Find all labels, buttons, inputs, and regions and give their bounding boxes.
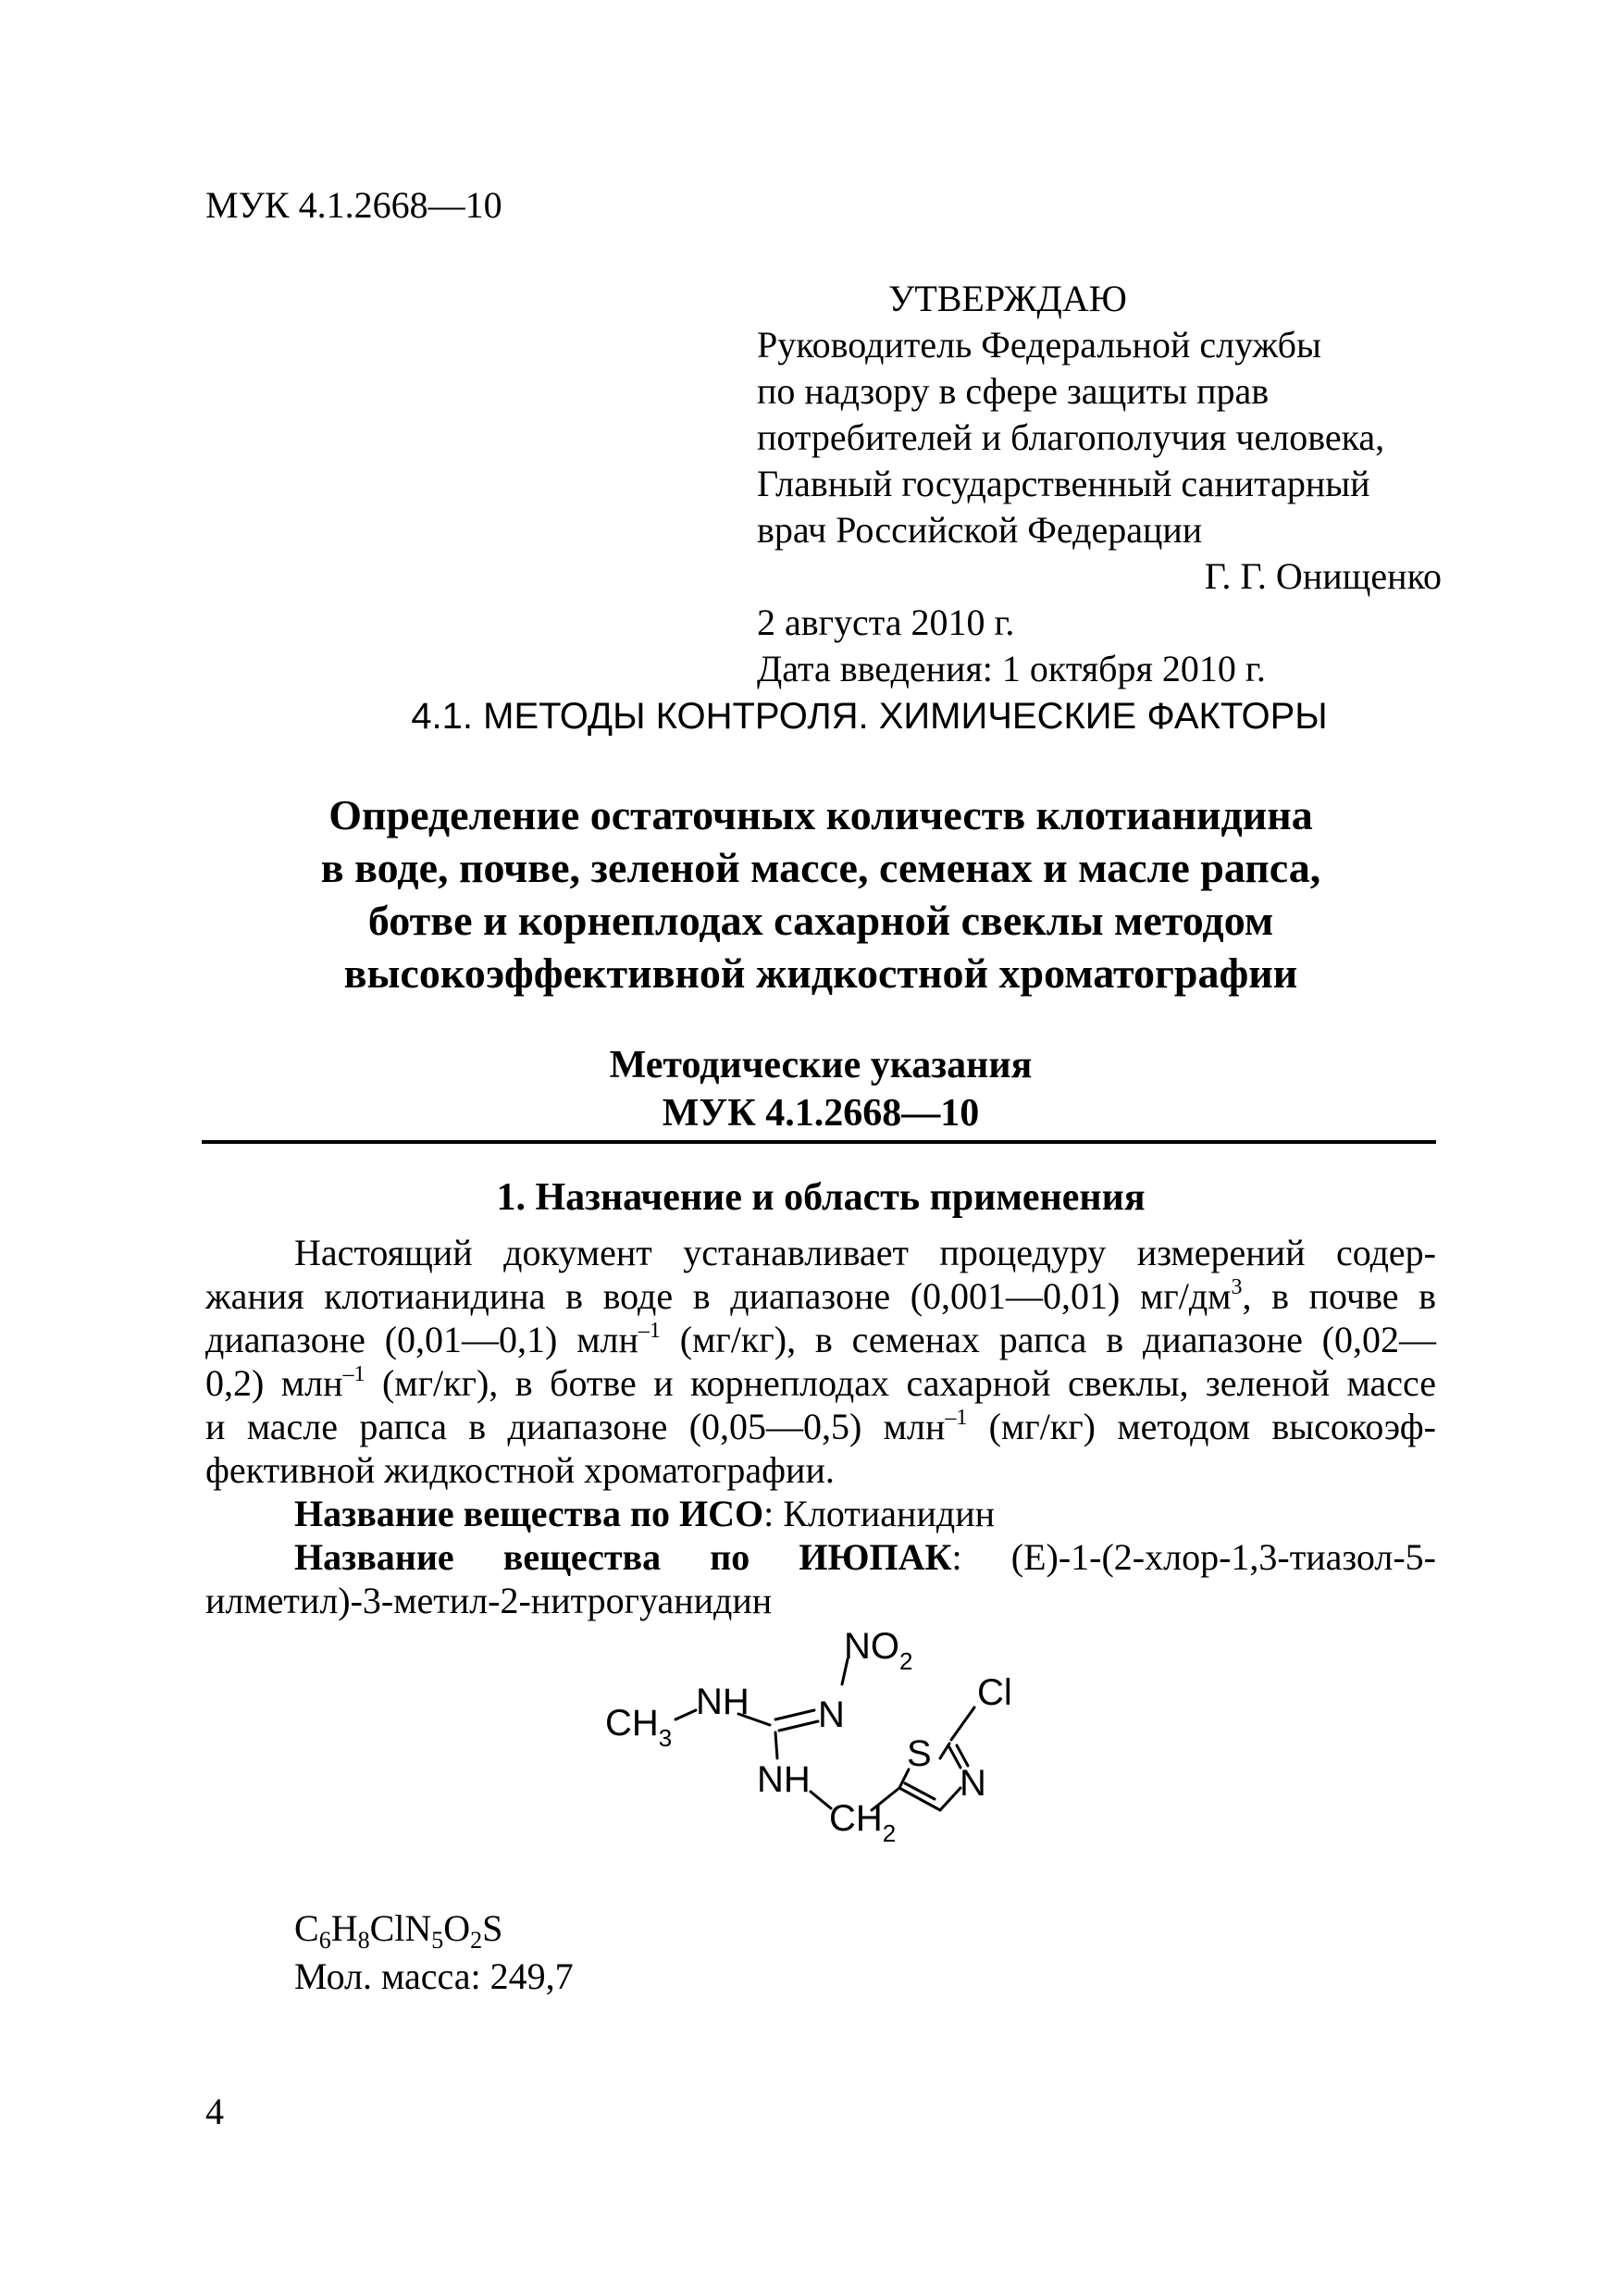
horizontal-rule — [202, 1140, 1436, 1144]
paragraph-line: фективной жидкостной хроматографии. — [205, 1449, 835, 1491]
page-number: 4 — [205, 2091, 224, 2132]
title-line: Определение остаточных количеств клотианидина — [328, 791, 1313, 838]
section-1-heading: 1. Назначение и область применения — [496, 1176, 1146, 1219]
subtitle-line: Методические указания — [609, 1044, 1033, 1086]
doc-code: МУК 4.1.2668—10 — [205, 184, 502, 226]
approval-line: Руководитель Федеральной службы — [757, 324, 1321, 366]
approval-date: 2 августа 2010 г. — [757, 602, 1015, 643]
approval-line: Главный государственный санитарный — [757, 463, 1370, 504]
iupac-name: Название вещества по ИЮПАК: (E)-1-(2-хлор-1,3-тиазол-5- — [294, 1536, 1436, 1578]
molecular-formula-block — [294, 1905, 574, 2001]
molecular-formula: $C_6H_8ClN_5O_2S$ — [294, 1907, 503, 1954]
structural-formula — [592, 1629, 1092, 1869]
ring-nitrogen-label: N — [960, 1763, 986, 1804]
document-subtitle — [205, 1041, 1436, 1137]
section-heading: 4.1. МЕТОДЫ КОНТРОЛЯ. ХИМИЧЕСКИЕ ФАКТОРЫ — [411, 696, 1328, 737]
methyl-group-label: $CH_3$ — [605, 1703, 673, 1752]
section-1-body — [205, 1231, 1436, 1622]
amine-label: NH — [696, 1682, 750, 1722]
paragraph-line: и масле рапса в диапазоне (0,05—0,5) млн$^{-1}$ (мг/кг) методом высокоэф- — [205, 1406, 1436, 1447]
molecular-mass: Мол. масса: 249,7 — [294, 1955, 574, 1997]
nitro-group-label: $NO_2$ — [844, 1629, 913, 1675]
imine-nitrogen-label: N — [818, 1694, 845, 1735]
paragraph-line: Настоящий документ устанавливает процедуру измерений содер- — [294, 1232, 1436, 1273]
methylene-label: $CH_2$ — [829, 1798, 897, 1847]
approval-heading: УТВЕРЖДАЮ — [888, 278, 1127, 319]
paragraph-line: диапазоне (0,01—0,1) млн$^{-1}$ (мг/кг), в семенах рапса в диапазоне (0,02— — [205, 1319, 1436, 1360]
chlorine-label: Cl — [977, 1672, 1012, 1713]
paragraph-line: 0,2) млн$^{-1}$ (мг/кг), в ботве и корнеплодах сахарной свеклы, зеленой массе — [205, 1362, 1437, 1404]
approval-signatory: Г. Г. Онищенко — [1204, 555, 1442, 597]
approval-block — [757, 276, 1442, 692]
paragraph-line: жания клотианидина в воде в диапазоне (0,001—0,01) $мг/дм^3$, в почве в — [205, 1275, 1437, 1317]
document-title — [205, 788, 1436, 999]
sulfur-label: S — [907, 1733, 932, 1774]
title-line: высокоэффективной жидкостной хроматографии — [343, 949, 1298, 997]
title-line: в воде, почве, зеленой массе, семенах и масле рапса, — [320, 844, 1321, 891]
approval-line: потребителей и благополучия человека, — [757, 416, 1385, 458]
amine-label: NH — [757, 1759, 811, 1800]
subtitle-code: МУК 4.1.2668—10 — [662, 1092, 980, 1135]
iso-name: Название вещества по ИСО: Клотианидин — [294, 1493, 996, 1534]
iupac-name-cont: илметил)-3-метил-2-нитрогуанидин — [205, 1580, 773, 1621]
introduction-date: Дата введения: 1 октября 2010 г. — [757, 648, 1266, 689]
title-line: ботве и корнеплодах сахарной свеклы методом — [367, 897, 1274, 944]
approval-line: врач Российской Федерации — [757, 509, 1203, 551]
approval-line: по надзору в сфере защиты прав — [757, 370, 1270, 412]
